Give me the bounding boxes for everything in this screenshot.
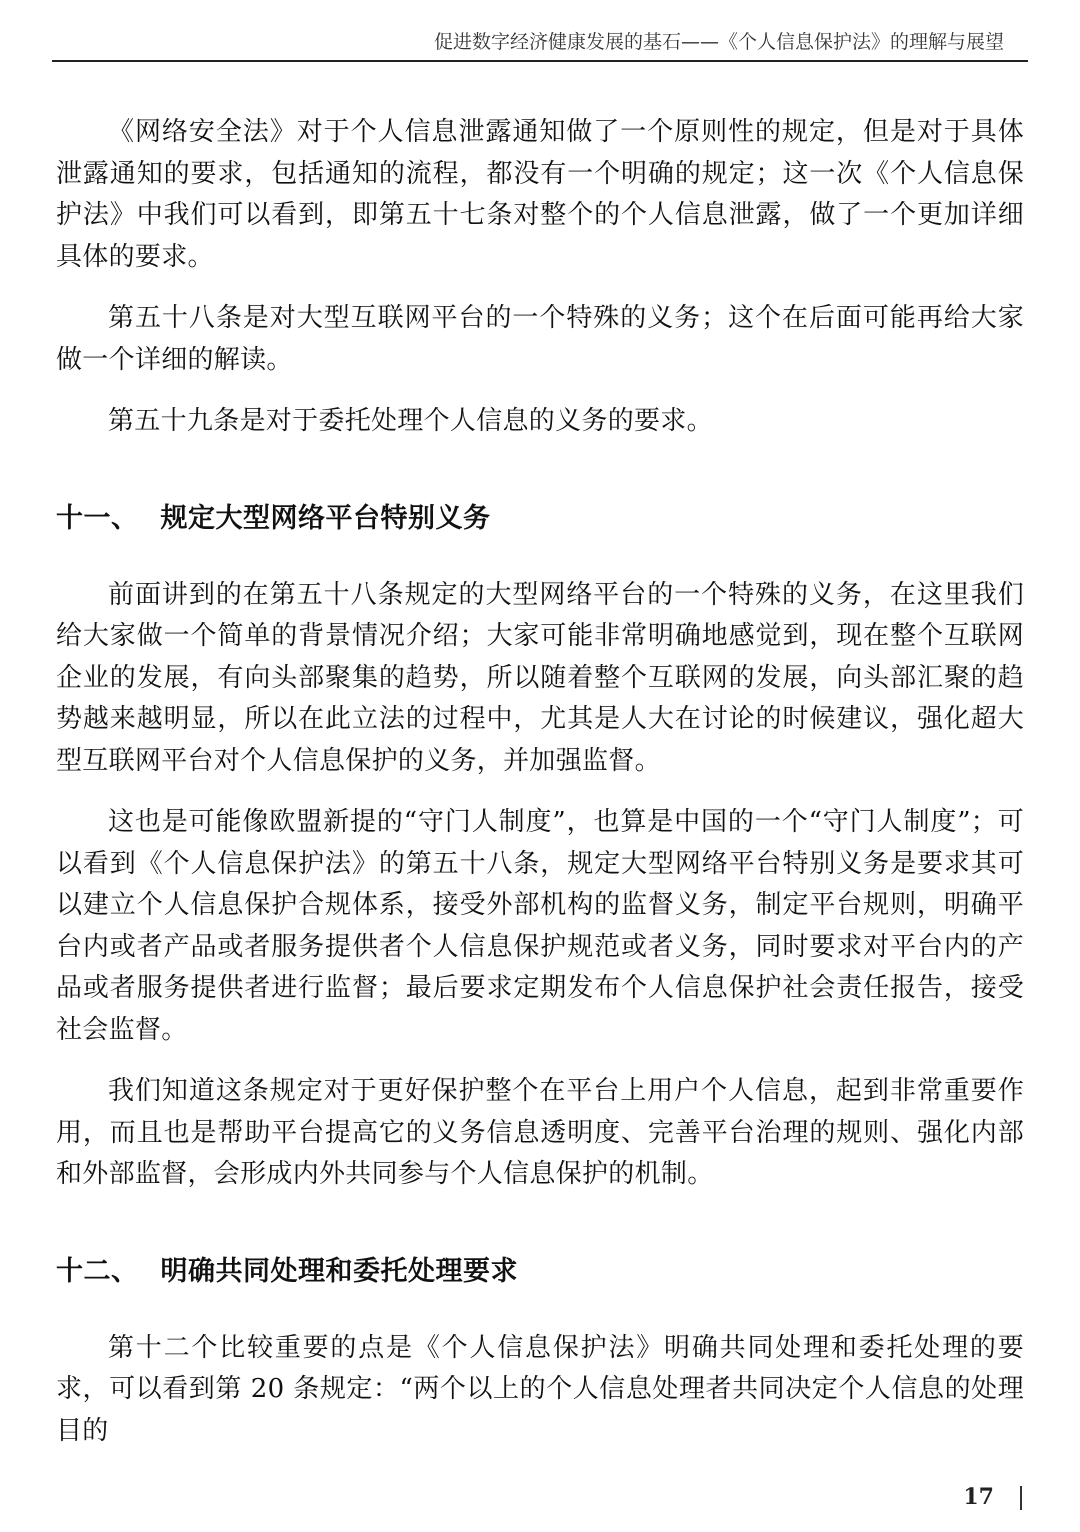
paragraph: 第十二个比较重要的点是《个人信息保护法》明确共同处理和委托处理的要求，可以看到第 20 条规定：“两个以上的个人信息处理者共同决定个人信息的处理目的: [56, 1332, 1024, 1446]
paragraph: 前面讲到的在第五十八条规定的大型网络平台的一个特殊的义务，在这里我们给大家做一个简单的背景情况介绍；大家可能非常明确地感觉到，现在整个互联网企业的发展，有向头部聚集的趋势，所以随着整个互联网的发展，向头部汇聚的趋势越来越明显，所以在此立法的过程中，尤其是人大在讨论的时候建议，强化超大型互联网平台对个人信息保护的义务，并加强监督。: [56, 579, 1024, 776]
running-title: 促进数字经济健康发展的基石——《个人信息保护法》的理解与展望: [433, 31, 1004, 53]
paragraph: 我们知道这条规定对于更好保护整个在平台上用户个人信息，起到非常重要作用，而且也是帮助平台提高它的义务信息透明度、完善平台治理的规则、强化内部和外部监督，会形成内外共同参与个人信息保护的机制。: [56, 1076, 1024, 1189]
footer-divider: [1020, 1486, 1022, 1510]
paragraph: 《网络安全法》对于个人信息泄露通知做了一个原则性的规定，但是对于具体泄露通知的要求，包括通知的流程，都没有一个明确的规定；这一次《个人信息保护法》中我们可以看到，即第五十七条对整个的个人信息泄露，做了一个更加详细具体的要求。: [56, 117, 1024, 272]
paragraph: 第五十八条是对大型互联网平台的一个特殊的义务；这个在后面可能再给大家做一个详细的解读。: [56, 303, 1024, 375]
section-title: 规定大型网络平台特别义务: [160, 502, 491, 534]
section-number: 十二、: [56, 1255, 139, 1287]
paragraph: 这也是可能像欧盟新提的“守门人制度”，也算是中国的一个“守门人制度”；可以看到《个人信息保护法》的第五十八条，规定大型网络平台特别义务是要求其可以建立个人信息保护合规体系，接受外部机构的监督义务，制定平台规则，明确平台内或者产品或者服务提供者个人信息保护规范或者义务，同时要求对平台内的产品或者服务提供者进行监督；最后要求定期发布个人信息保护社会责任报告，接受社会监督。: [56, 807, 1024, 1045]
section-number: 十一、: [56, 502, 139, 534]
paragraph: 第五十九条是对于委托处理个人信息的义务的要求。: [108, 406, 713, 436]
section-heading-11: [56, 499, 1024, 539]
section-title: 明确共同处理和委托处理要求: [160, 1255, 518, 1287]
page-number: 17: [963, 1484, 994, 1510]
page-content: [56, 112, 1024, 1472]
page-footer: [963, 1484, 1022, 1510]
section-heading-12: [56, 1252, 1024, 1292]
running-header: [52, 22, 1028, 62]
